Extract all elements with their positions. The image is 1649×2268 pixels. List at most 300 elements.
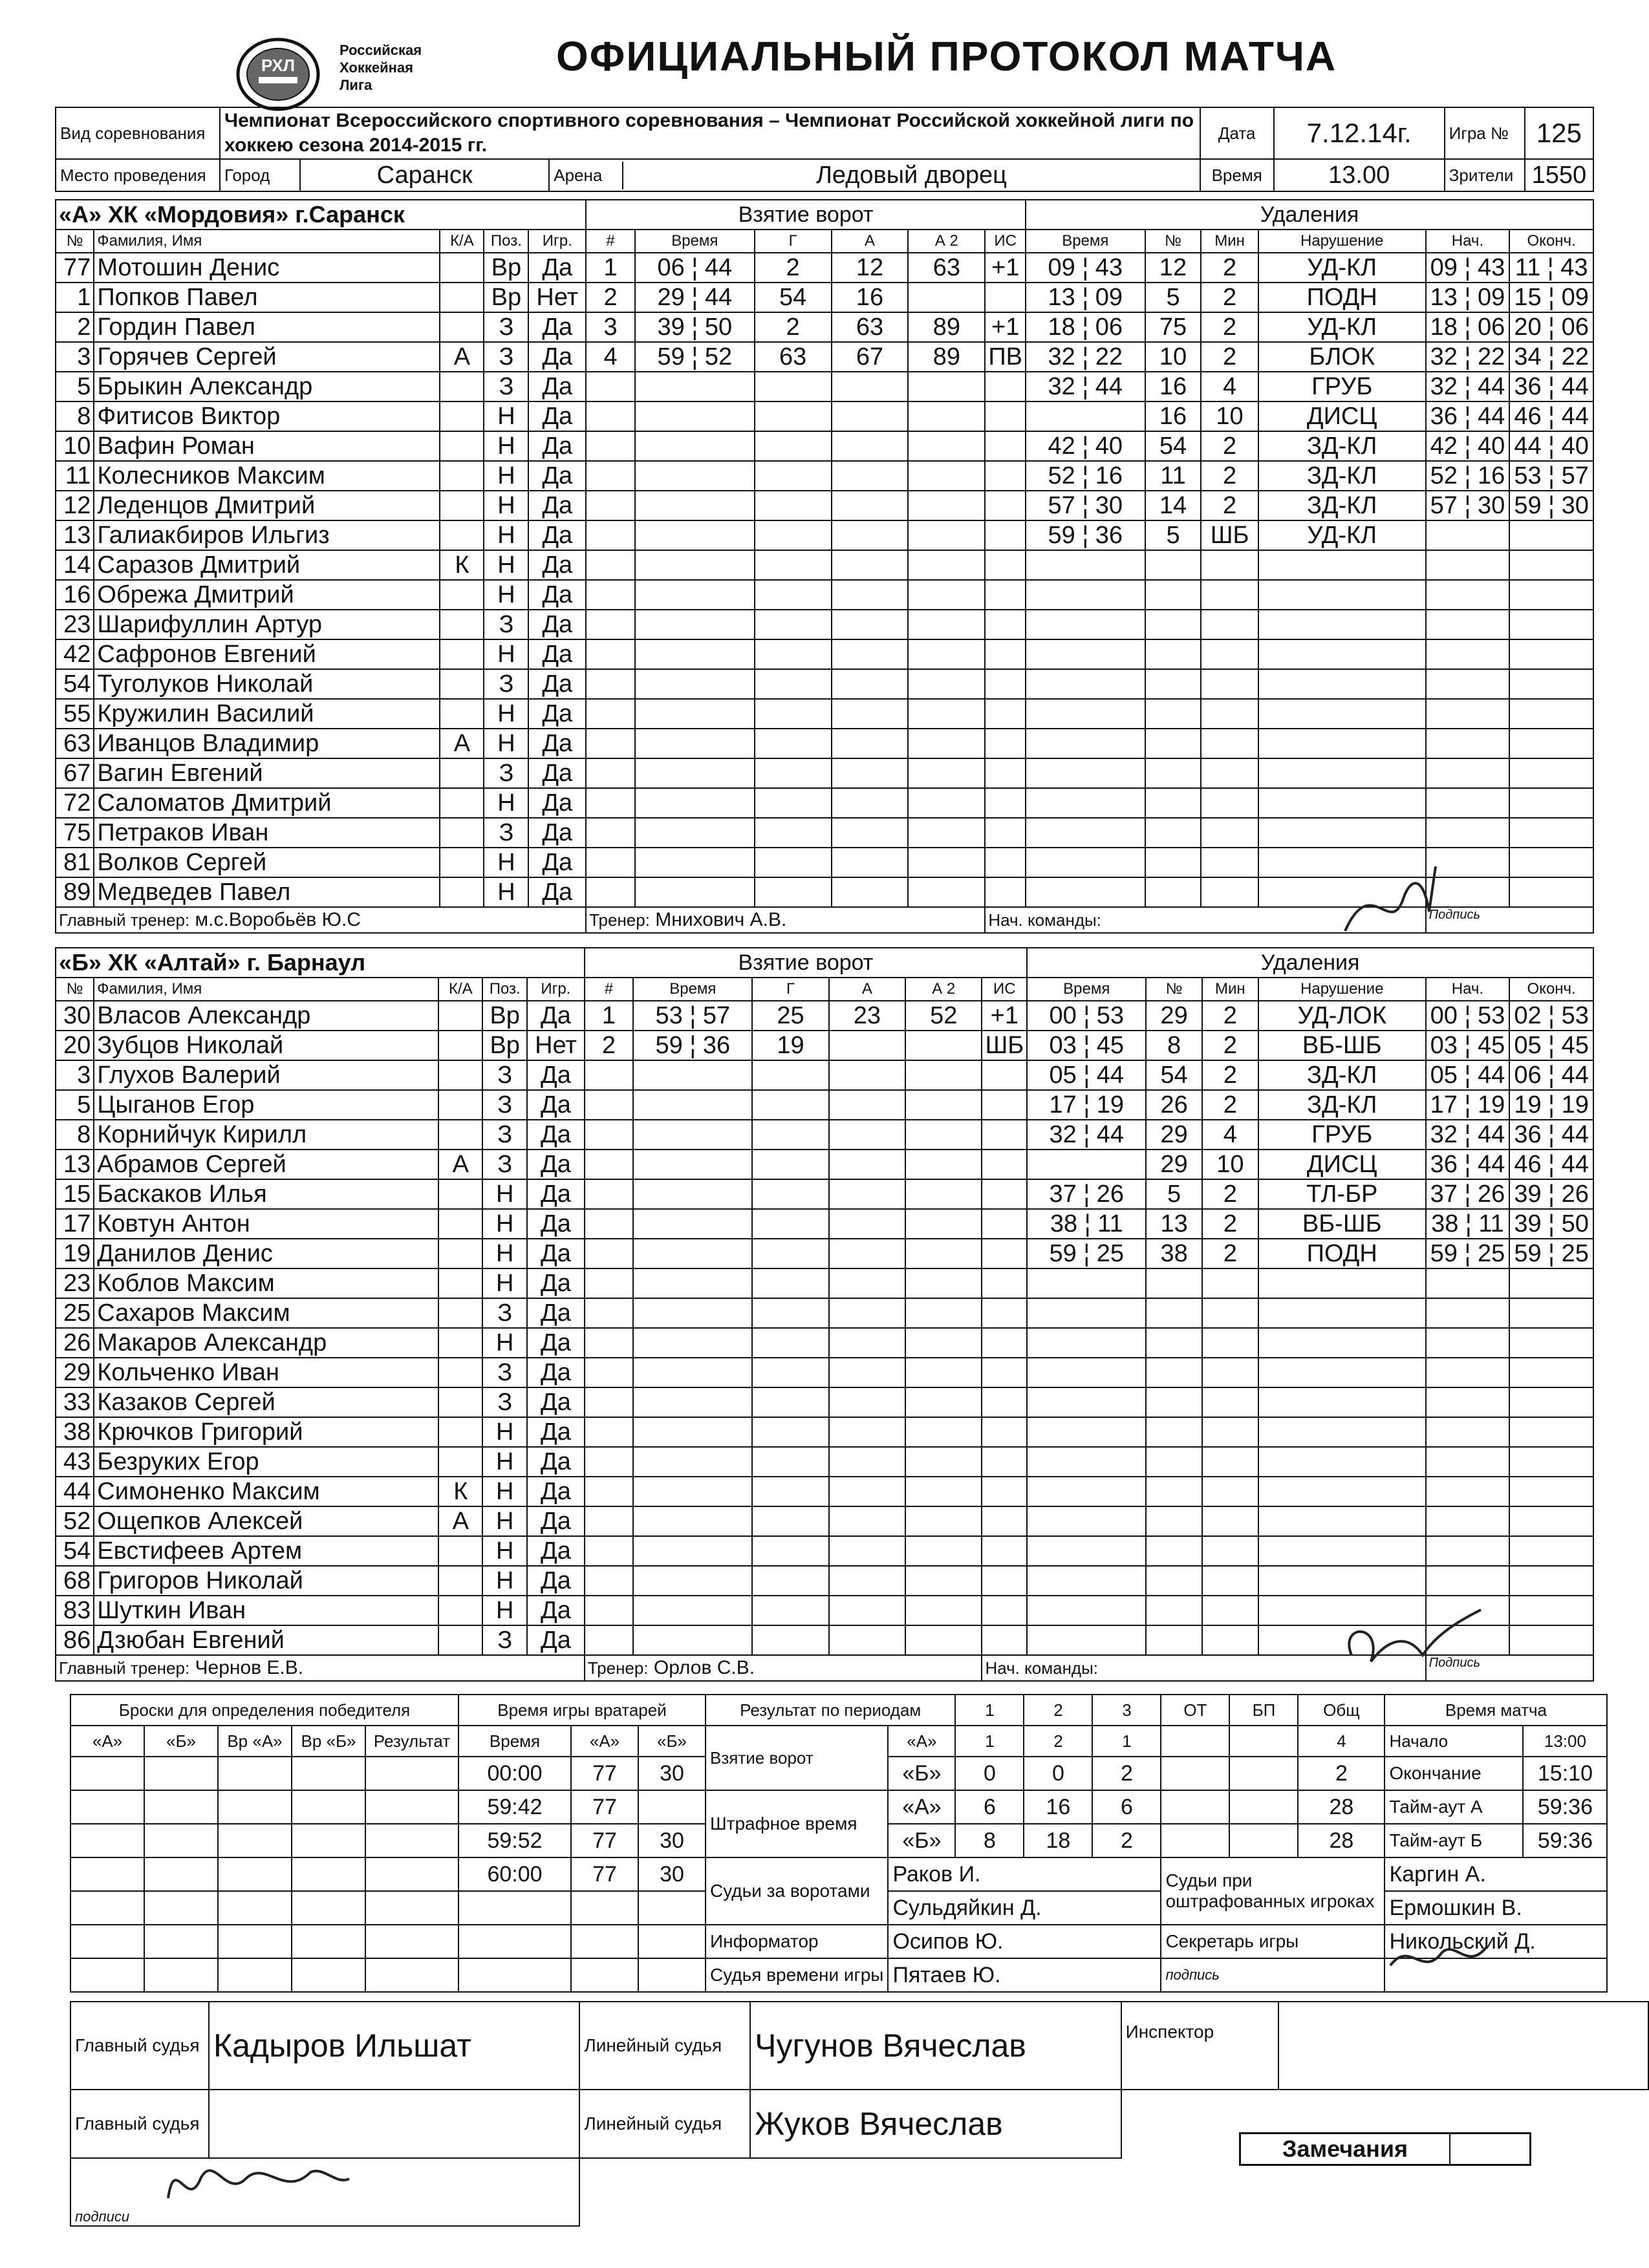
- penalty-player: [1145, 729, 1202, 758]
- goal-situation: [982, 1358, 1027, 1387]
- goals-a-total: 4: [1298, 1726, 1385, 1757]
- penalty-infraction: [1258, 550, 1426, 580]
- col-played: Игр.: [527, 978, 585, 1001]
- penalty-minutes: [1201, 788, 1258, 818]
- notes-box: [1239, 2132, 1531, 2166]
- player-number: 63: [56, 729, 94, 758]
- khl-logo-icon: [233, 36, 323, 113]
- player-played: Да: [527, 1358, 585, 1387]
- col-pos: Поз.: [482, 978, 527, 1001]
- time-separator: ¦: [1457, 1150, 1478, 1178]
- player-number: 13: [56, 1150, 94, 1179]
- player-row: [56, 1179, 1593, 1209]
- penalty-time: [1027, 1031, 1146, 1060]
- player-role: [438, 1120, 482, 1150]
- seconds: 09: [1095, 283, 1123, 311]
- penalty-end: [1509, 1031, 1593, 1060]
- goal-time: [635, 550, 755, 580]
- penalty-time: [1027, 1596, 1146, 1625]
- player-number: 26: [56, 1328, 94, 1358]
- minutes: 06: [657, 253, 685, 281]
- penalty-player: [1145, 848, 1202, 877]
- goal-scorer: [752, 1387, 828, 1417]
- player-role: [440, 818, 484, 848]
- player-played: Да: [528, 342, 586, 372]
- competition-value: Чемпионат Всероссийского спортивного соревнования – Чемпионат Российской хоккейной лиги по хоккею сезона 2014-2015 гг.: [220, 107, 1200, 159]
- penalty-end: [1509, 788, 1593, 818]
- player-position: З: [484, 372, 528, 401]
- goal-assist: [829, 1179, 905, 1209]
- penalty-end: [1509, 1120, 1593, 1150]
- goal-assist: [832, 431, 909, 461]
- player-number: 77: [56, 253, 94, 283]
- player-played: Да: [527, 1179, 585, 1209]
- minutes: 59: [1430, 1239, 1458, 1267]
- penalty-player: [1146, 1358, 1202, 1387]
- player-name: Саломатов Дмитрий: [94, 788, 440, 818]
- penalty-player: [1145, 758, 1202, 788]
- goal-number: [585, 1150, 634, 1179]
- player-position: Н: [482, 1179, 527, 1209]
- penalty-minutes: [1201, 877, 1258, 907]
- player-position: З: [484, 758, 528, 788]
- penalty-minutes: [1201, 550, 1258, 580]
- player-played: Да: [528, 877, 586, 907]
- goal-situation: [982, 1298, 1027, 1328]
- time-separator: ¦: [1457, 1031, 1478, 1059]
- goal-time: [635, 342, 755, 372]
- penalty-start: [1426, 1298, 1510, 1328]
- seconds: 52: [704, 343, 733, 370]
- seconds: 36: [702, 1031, 731, 1059]
- penalty-infraction: [1258, 699, 1426, 729]
- penalty-minutes: [1202, 1477, 1258, 1506]
- minutes: 18: [1048, 313, 1075, 341]
- player-name: Ковтун Антон: [94, 1209, 438, 1239]
- player-name: Фитисов Виктор: [94, 401, 440, 431]
- penalty-end: [1509, 1209, 1593, 1239]
- player-position: Н: [482, 1447, 527, 1477]
- penalty-start: [1426, 1120, 1510, 1150]
- penalty-player: 11: [1145, 461, 1202, 491]
- goal-assist2: [905, 1209, 982, 1239]
- player-row: [56, 758, 1593, 788]
- penalty-end: [1509, 312, 1593, 342]
- goal-assist: [829, 1566, 905, 1596]
- goal-time: [635, 401, 755, 431]
- player-played: Да: [528, 669, 586, 699]
- penalty-minutes: 4: [1201, 372, 1258, 401]
- player-position: Н: [484, 788, 528, 818]
- penalty-time: [1026, 848, 1145, 877]
- player-played: Да: [528, 699, 586, 729]
- penalty-start: [1426, 1387, 1510, 1417]
- minutes: 00: [1049, 1001, 1077, 1029]
- player-played: Да: [527, 1001, 585, 1031]
- minutes: 05: [1430, 1061, 1458, 1089]
- goal-situation: [982, 1268, 1027, 1298]
- player-number: 14: [56, 550, 94, 580]
- player-role: [438, 1447, 482, 1477]
- penalty-minutes: 2: [1202, 1001, 1258, 1031]
- seconds: 44: [1561, 402, 1589, 430]
- penalty-minutes: 10: [1202, 1150, 1258, 1179]
- penalty-infraction: [1258, 1298, 1426, 1328]
- so-cell: [292, 1857, 365, 1891]
- goal-situation: [985, 788, 1026, 818]
- player-number: 3: [56, 342, 94, 372]
- penalty-start: [1426, 1031, 1510, 1060]
- city-value: Саранск: [300, 159, 549, 191]
- goal-assist: [832, 639, 909, 669]
- goal-situation: [982, 1179, 1027, 1209]
- penalty-time: [1026, 610, 1145, 639]
- pim-b-ot: [1161, 1824, 1229, 1857]
- seconds: 30: [1095, 491, 1123, 519]
- player-role: [440, 372, 484, 401]
- penalty-infraction: УД-КЛ: [1258, 520, 1426, 550]
- so-cell: [218, 1958, 292, 1992]
- player-name: Брыкин Александр: [94, 372, 440, 401]
- page-title: ОФИЦИАЛЬНЫЙ ПРОТОКОЛ МАТЧА: [556, 33, 1337, 80]
- goal-situation: [985, 818, 1026, 848]
- penalty-time: [1026, 639, 1145, 669]
- informer-label: Информатор: [706, 1925, 888, 1958]
- goal-number: [585, 1387, 634, 1417]
- pim-a-p3: 6: [1092, 1790, 1161, 1824]
- goal-time: [633, 1328, 752, 1358]
- player-position: Н: [484, 401, 528, 431]
- player-number: 25: [56, 1298, 94, 1328]
- penalty-minutes: 2: [1201, 342, 1258, 372]
- goal-time: [635, 669, 755, 699]
- goal-assist2: [908, 431, 985, 461]
- goal-scorer: [752, 1596, 828, 1625]
- goals-b-so: [1229, 1757, 1298, 1790]
- so-cell: [292, 1925, 365, 1958]
- player-role: [440, 401, 484, 431]
- player-name: Коблов Максим: [94, 1268, 438, 1298]
- goal-judge-1: Раков И.: [888, 1857, 1161, 1891]
- goal-situation: +1: [982, 1001, 1027, 1031]
- so-cell: [144, 1958, 218, 1992]
- penalty-start: [1426, 1447, 1510, 1477]
- player-row: [56, 372, 1593, 401]
- player-name: Саразов Дмитрий: [94, 550, 440, 580]
- penalty-minutes: 2: [1201, 431, 1258, 461]
- penalty-infraction: [1258, 639, 1426, 669]
- goal-time: [633, 1001, 752, 1031]
- goal-assist: [829, 1268, 905, 1298]
- player-played: Да: [528, 818, 586, 848]
- penalty-start: [1426, 1179, 1510, 1209]
- goal-situation: [982, 1150, 1027, 1179]
- minutes: 06: [1514, 1061, 1542, 1089]
- col-no: №: [56, 230, 94, 253]
- minutes: 53: [655, 1001, 683, 1029]
- minutes: 18: [1430, 313, 1458, 341]
- goal-assist2: [908, 520, 985, 550]
- minutes: 32: [1049, 1120, 1077, 1148]
- goal-scorer: [755, 639, 832, 669]
- goal-assist2: [908, 669, 985, 699]
- col-pen-time: Время: [1027, 978, 1146, 1001]
- seconds: 44: [1561, 1061, 1589, 1089]
- penalty-player: 16: [1145, 372, 1202, 401]
- goal-situation: [985, 580, 1026, 610]
- goal-number: [585, 1596, 634, 1625]
- player-role: [438, 1090, 482, 1120]
- gk-empty: [638, 1925, 706, 1958]
- goal-time: [635, 639, 755, 669]
- pim-b-so: [1229, 1824, 1298, 1857]
- gk-sec: 52: [517, 1828, 543, 1853]
- pim-a-p1: 6: [955, 1790, 1024, 1824]
- col-goal-situation: ИС: [982, 978, 1027, 1001]
- penalty-infraction: ДИСЦ: [1258, 1150, 1426, 1179]
- goal-situation: [982, 1566, 1027, 1596]
- minutes: 34: [1514, 343, 1542, 370]
- time-separator: ¦: [1541, 1150, 1562, 1178]
- goal-assist: [829, 1387, 905, 1417]
- player-position: Н: [484, 580, 528, 610]
- minutes: 13: [1430, 283, 1458, 311]
- secretary-signature-icon: [1384, 1933, 1494, 1985]
- penalty-end: [1509, 253, 1593, 283]
- minutes: 57: [1430, 491, 1458, 519]
- player-row: [56, 1358, 1593, 1387]
- player-name: Леденцов Дмитрий: [94, 491, 440, 520]
- goal-situation: [985, 491, 1026, 520]
- player-row: [56, 818, 1593, 848]
- penalty-start: [1426, 1209, 1510, 1239]
- goal-assist: [829, 1031, 905, 1060]
- goal-scorer: [755, 699, 832, 729]
- goal-time: [635, 848, 755, 877]
- penalty-end: [1509, 699, 1593, 729]
- seconds: 44: [1096, 1061, 1125, 1089]
- player-name: Баскаков Илья: [94, 1179, 438, 1209]
- minutes: 32: [1430, 372, 1458, 400]
- player-played: Да: [527, 1239, 585, 1268]
- time-separator: ¦: [1457, 1239, 1478, 1267]
- penalty-time: [1027, 1239, 1146, 1268]
- penalty-player: [1145, 610, 1202, 639]
- so-gkb-head: Вр «Б»: [292, 1726, 365, 1757]
- player-played: Да: [528, 253, 586, 283]
- seconds: 44: [1477, 372, 1505, 400]
- goal-assist: [829, 1625, 905, 1655]
- player-played: Да: [527, 1209, 585, 1239]
- player-role: [438, 1536, 482, 1566]
- penalty-end: [1509, 1447, 1593, 1477]
- goal-number: [585, 1536, 634, 1566]
- player-position: З: [482, 1060, 527, 1090]
- goal-assist2: 89: [908, 312, 985, 342]
- goal-situation: ПВ: [985, 342, 1026, 372]
- secretary-value: Никольский Д.: [1385, 1925, 1607, 1958]
- goal-scorer: 25: [752, 1001, 828, 1031]
- goal-scorer: 63: [755, 342, 832, 372]
- coach: [586, 907, 985, 933]
- goal-judge-2: Сульдяйкин Д.: [888, 1891, 1161, 1925]
- goal-number: [586, 580, 635, 610]
- player-played: Да: [527, 1060, 585, 1090]
- goal-situation: [982, 1625, 1027, 1655]
- goal-time: [635, 520, 755, 550]
- player-played: Да: [527, 1625, 585, 1655]
- penalty-minutes: 10: [1201, 401, 1258, 431]
- minutes: 38: [1050, 1210, 1078, 1237]
- goal-scorer: [752, 1298, 828, 1328]
- penalty-time: [1027, 1090, 1146, 1120]
- seconds: 40: [1477, 432, 1505, 460]
- goal-time: [633, 1179, 752, 1209]
- penalty-start: [1426, 1566, 1510, 1596]
- pim-b-total: 28: [1298, 1824, 1385, 1857]
- period-ot-head: ОТ: [1161, 1695, 1229, 1726]
- seconds: 44: [1477, 402, 1505, 430]
- player-played: Да: [527, 1596, 585, 1625]
- goal-number: 2: [585, 1031, 634, 1060]
- penalty-infraction: ТЛ-БР: [1258, 1179, 1426, 1209]
- team-chief: Нач. команды:: [982, 1655, 1425, 1681]
- penalty-minutes: 2: [1201, 491, 1258, 520]
- goal-number: [585, 1417, 634, 1447]
- player-name: Шарифуллин Артур: [94, 610, 440, 639]
- pim-a-team: «А»: [888, 1790, 955, 1824]
- player-played: Да: [528, 639, 586, 669]
- so-cell: [144, 1857, 218, 1891]
- time-separator: ¦: [1075, 432, 1095, 460]
- penalty-player: [1146, 1387, 1202, 1417]
- player-role: [440, 877, 484, 907]
- penalty-player: 75: [1145, 312, 1202, 342]
- linesman-label: Линейный судья: [579, 2002, 750, 2090]
- gk-empty: [458, 1925, 571, 1958]
- player-name: Власов Александр: [94, 1001, 438, 1031]
- penalty-player: 54: [1145, 431, 1202, 461]
- goal-assist2: [908, 848, 985, 877]
- end-value: 15:10: [1523, 1757, 1607, 1790]
- goal-assist2: [905, 1447, 982, 1477]
- penalty-infraction: ВБ-ШБ: [1258, 1209, 1426, 1239]
- penalty-minutes: [1201, 699, 1258, 729]
- goal-time: [633, 1536, 752, 1566]
- player-number: 2: [56, 312, 94, 342]
- player-name: Обрежа Дмитрий: [94, 580, 440, 610]
- penalty-time: [1026, 669, 1145, 699]
- penalty-infraction: [1258, 1328, 1426, 1358]
- goal-scorer: 2: [755, 312, 832, 342]
- seconds: 44: [1477, 1150, 1505, 1178]
- time-separator: ¦: [1075, 372, 1095, 400]
- gk-sec: 00: [517, 1861, 543, 1887]
- minutes: 46: [1514, 1150, 1542, 1178]
- player-role: [440, 758, 484, 788]
- seconds: 19: [1477, 1091, 1505, 1118]
- penalty-time: [1027, 1506, 1146, 1536]
- goal-assist: [832, 610, 909, 639]
- goal-situation: [985, 520, 1026, 550]
- goal-number: [585, 1120, 634, 1150]
- penalty-minutes: [1201, 848, 1258, 877]
- goals-a-so: [1229, 1726, 1298, 1757]
- gk-empty: [458, 1958, 571, 1992]
- player-position: Н: [484, 699, 528, 729]
- player-role: [438, 1417, 482, 1447]
- goal-scorer: [752, 1060, 828, 1090]
- penalty-end: [1509, 1477, 1593, 1506]
- penalty-player: 29: [1146, 1150, 1202, 1179]
- so-cell: [365, 1891, 458, 1925]
- col-played: Игр.: [528, 230, 586, 253]
- player-name: Горячев Сергей: [94, 342, 440, 372]
- goal-assist: [832, 729, 909, 758]
- penalty-time: [1026, 491, 1145, 520]
- penalty-minutes: [1202, 1447, 1258, 1477]
- so-cell: [365, 1958, 458, 1992]
- player-position: Н: [484, 520, 528, 550]
- penalty-start: [1426, 1268, 1510, 1298]
- penalty-minutes: [1201, 610, 1258, 639]
- goal-scorer: [752, 1417, 828, 1447]
- goal-number: [585, 1090, 634, 1120]
- penalty-infraction: ВБ-ШБ: [1258, 1031, 1426, 1060]
- player-name: Григоров Николай: [94, 1566, 438, 1596]
- goal-scorer: [752, 1358, 828, 1387]
- goal-time: [633, 1566, 752, 1596]
- penalty-player: [1146, 1596, 1202, 1625]
- time-separator: ¦: [1075, 313, 1095, 341]
- penalty-end: [1509, 491, 1593, 520]
- time-separator: ¦: [1076, 1091, 1097, 1118]
- penalty-minutes: [1202, 1358, 1258, 1387]
- penalty-infraction: [1258, 729, 1426, 758]
- timeout-a-value: 59:36: [1523, 1790, 1607, 1824]
- goal-assist: [829, 1477, 905, 1506]
- head-coach-label: Главный тренер:: [59, 1658, 190, 1678]
- player-name: Евстифеев Артем: [94, 1536, 438, 1566]
- penalty-time: [1026, 729, 1145, 758]
- penalty-minutes: 2: [1202, 1179, 1258, 1209]
- minutes: 59: [657, 343, 685, 370]
- goal-assist: [829, 1150, 905, 1179]
- player-name: Данилов Денис: [94, 1239, 438, 1268]
- head-coach: [56, 1655, 585, 1681]
- goal-scorer: [752, 1179, 828, 1209]
- player-name: Глухов Валерий: [94, 1060, 438, 1090]
- signatures-label: подписи: [70, 2158, 579, 2226]
- goal-scorer: [752, 1090, 828, 1120]
- penalty-start: [1426, 312, 1510, 342]
- player-name: Шуткин Иван: [94, 1596, 438, 1625]
- player-position: З: [484, 342, 528, 372]
- player-number: 5: [56, 372, 94, 401]
- player-name: Гордин Павел: [94, 312, 440, 342]
- goal-scorer: [755, 461, 832, 491]
- goal-assist: [829, 1298, 905, 1328]
- col-goal-situation: ИС: [985, 230, 1026, 253]
- player-row: [56, 610, 1593, 639]
- player-position: Н: [484, 877, 528, 907]
- player-row: [56, 1506, 1593, 1536]
- penalty-minutes: [1201, 580, 1258, 610]
- penalty-end: [1509, 1179, 1593, 1209]
- penalty-time: [1026, 283, 1145, 312]
- so-cell: [365, 1925, 458, 1958]
- player-position: Н: [484, 848, 528, 877]
